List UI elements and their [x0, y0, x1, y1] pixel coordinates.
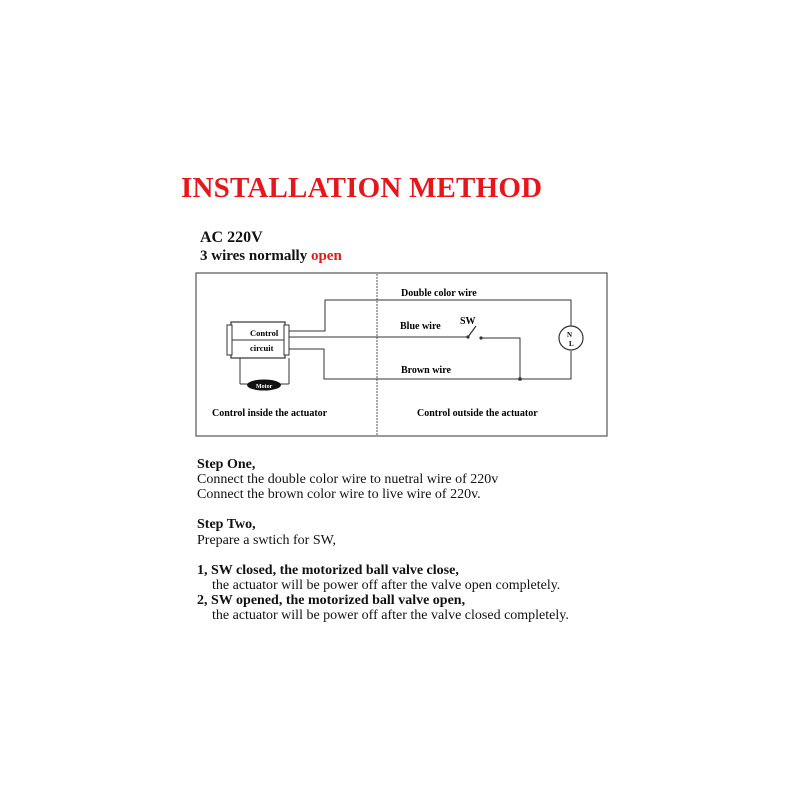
case-2-heading: 2, SW opened, the motorized ball valve open,	[197, 593, 466, 608]
blue-wire-label: Blue wire	[400, 321, 441, 332]
page-title: INSTALLATION METHOD	[181, 172, 543, 204]
outside-caption: Control outside the actuator	[417, 408, 538, 419]
source-n-label: N	[567, 331, 573, 339]
circuit-label: circuit	[250, 343, 274, 353]
switch-terminal-right	[479, 336, 482, 339]
wires-state: open	[310, 248, 342, 264]
step-two-line-1: Prepare a swtich for SW,	[197, 533, 337, 548]
motor-label: Motor	[256, 384, 273, 390]
case-2-text: the actuator will be power off after the valve closed completely.	[212, 608, 569, 623]
control-label: Control	[250, 328, 279, 338]
step-one-line-1: Connect the double color wire to nuetral wire of 220v	[197, 472, 499, 487]
actuator-body	[227, 322, 289, 358]
switch-terminal-left	[466, 335, 469, 338]
inside-caption: Control inside the actuator	[212, 408, 328, 419]
step-one-line-2: Connect the brown color wire to live wire of 220v.	[197, 487, 481, 502]
switch-label: SW	[460, 316, 476, 327]
case-1-text: the actuator will be power off after the valve open completely.	[212, 578, 561, 593]
case-1-heading: 1, SW closed, the motorized ball valve close,	[197, 563, 459, 578]
brown-wire-label: Brown wire	[401, 365, 451, 376]
double-color-wire-label: Double color wire	[401, 288, 477, 299]
step-two-heading: Step Two,	[197, 517, 256, 532]
voltage-label: AC 220V	[200, 229, 263, 246]
motor-assembly	[240, 358, 289, 391]
junction-dot	[518, 377, 522, 381]
source-l-label: L	[569, 340, 574, 348]
wires-prefix: 3 wires normally	[200, 248, 311, 264]
step-one-heading: Step One,	[197, 457, 256, 472]
